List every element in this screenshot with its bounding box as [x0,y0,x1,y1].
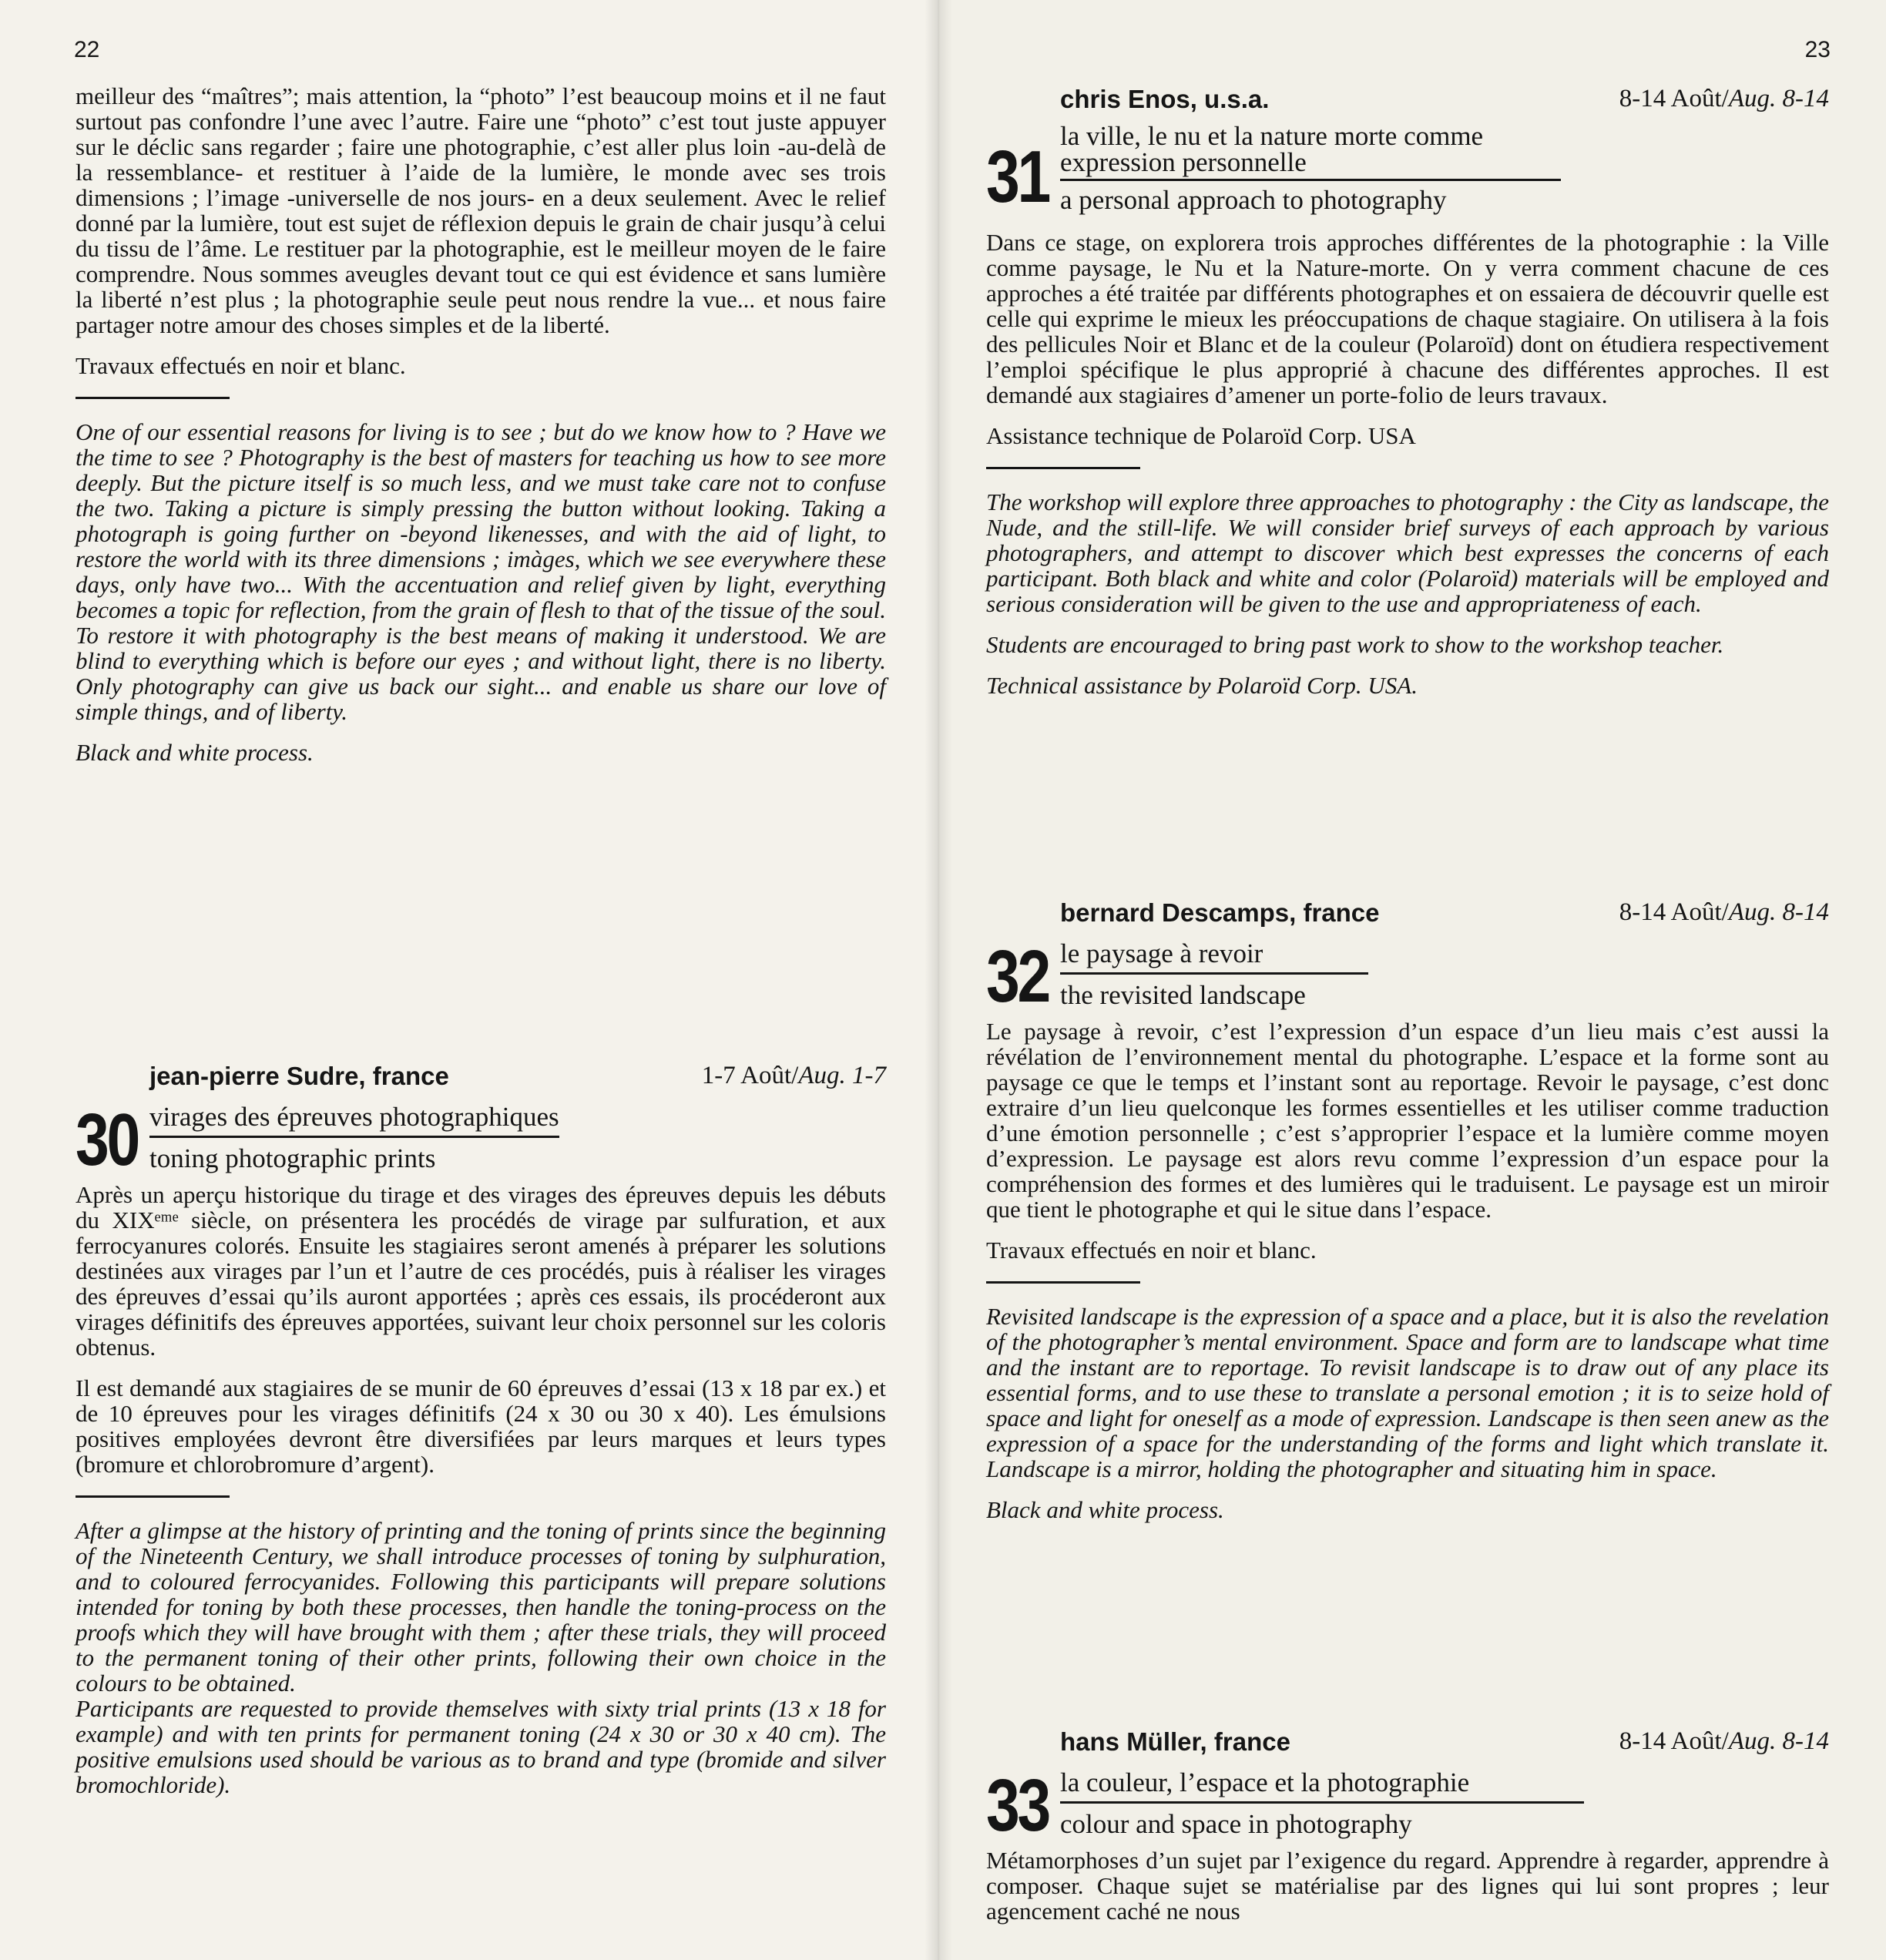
workshop-fr-note: Assistance technique de Polaroïd Corp. USA [986,422,1416,449]
workshop-number: 33 [986,1764,1049,1847]
workshop-title-fr: le paysage à revoir [1060,938,1368,975]
workshop-title-en: toning photographic prints [149,1143,436,1173]
workshop-dates [1619,85,1829,113]
section-divider [986,467,1140,469]
intro-en-paragraph: One of our essential reasons for living is to see ; but do we know how to ? Have we the time to see ? Photography is the best of masters for teaching us how to see more deeply. But the picture itself is so much less, and we must take care not to confuse the two. Taking a picture is simply pressing the button without looking. Taking a photograph is going further on -beyond likenesses, and with the aid of light, to restore the world with its three dimensions ; imàges, which we see everywhere these days, only have two... With the accentuation and relief given by light, everything becomes a topic for reflection, from the grain of flesh to that of the tissue of the soul. To restore it with photography is the best means of making it understood. We are blind to everything which is before our eyes ; and without light, there is no liberty. Only photography can give us back our sight... and enable us share our love of simple things, and of liberty. [76,418,886,725]
workshop-en-note: Technical assistance by Polaroïd Corp. USA. [986,672,1418,699]
workshop-fr-paragraph: Il est demandé aux stagiaires de se munir de 60 épreuves d’essai (13 x 18 par ex.) et de 10 épreuves pour les virages définitifs (24 x 30 ou 30 x 40). Les émulsions positives employées devront être diversifiées par leurs marques et leurs types (bromure et chlorobromure d’argent). [76,1374,886,1478]
workshop-instructor: chris Enos, u.s.a. [1060,85,1270,113]
intro-en-note: Black and white process. [76,739,314,766]
workshop-fr-paragraph: Le paysage à revoir, c’est l’expression d’un espace d’un lieu mais c’est aussi la révélation de l’environnement mental du photographe. L’espace et la forme sont au paysage ce que le temps et l’instant sont au reportage. Revoir le paysage, c’est donc extraire d’un lieu quelconque les formes essentielles et les utiliser comme traduction d’une émotion personnelle ; c’est s’approprier l’espace et la lumière comme moyen d’expression. Le paysage est alors revu comme l’expression d’un espace pour la compréhension des formes et des lumières qui le traduisent. Le paysage est un miroir que tient le photographe et qui le situe dans l’espace. [986,1018,1829,1223]
workshop-30 [76,1062,886,1797]
intro-fr-paragraph: meilleur des “maîtres”; mais attention, la “photo” l’est beaucoup moins et il ne faut surtout pas confondre l’une avec l’autre. Faire une “photo” c’est tout juste appuyer sur le déclic sans regarder ; faire une photographie, c’est aller plus loin -au-delà de la ressemblance- et restituer à l’aide de la lumière, le monde avec ses trois dimensions ; l’image -universelle de nos jours- en a deux seulement. Avec le relief donné par la lumière, tout est sujet de réflexion depuis le grain de chair jusqu’à celui du tissu de l’âme. Le restituer par la photographie, est le meilleur moyen de le faire comprendre. Nous sommes aveugles devant tout ce qui est évidence et sans lumière la liberté n’est plus ; la photographie seule peut nous rendre la vue... et nous faire partager notre amour des choses simples et de la liberté. [76,82,886,338]
dates-fr: 8-14 Août/ [1619,1727,1729,1755]
workshop-fr-paragraph: Dans ce stage, on explorera trois approches différentes de la photographie : la Ville comme paysage, le Nu et la Nature-morte. On y verra comment chacune de ces approches a été traitée par différents photographes et on essaiera de découvrir quelle est celle qui exprime le mieux les préoccupations de chaque stagiaire. On utilisera à la fois des pellicules Noir et Blanc et de la couleur (Polaroïd) dont on étudiera respectivement l’emploi spécifique le plus approprié à chacune des différentes approches. Il est demandé aux stagiaires d’amener un porte-folio de leurs travaux. [986,229,1829,408]
page-number: 22 [74,37,100,62]
dates-fr: 8-14 Août/ [1619,898,1729,926]
workshop-dates [1619,1727,1829,1756]
workshop-instructor: bernard Descamps, france [1060,898,1380,927]
dates-en: Aug. 1-7 [798,1062,886,1089]
dates-en: Aug. 8-14 [1728,898,1829,926]
workshop-32 [986,898,1829,1522]
dates-en: Aug. 8-14 [1728,1727,1829,1755]
workshop-body [76,1182,886,1797]
book-gutter [925,0,952,1960]
workshop-title-en: the revisited landscape [1060,980,1306,1010]
workshop-dates [702,1062,886,1090]
workshop-instructor: jean-pierre Sudre, france [149,1062,449,1090]
workshop-number: 31 [986,136,1049,218]
workshop-en-paragraph: After a glimpse at the history of printing and the toning of prints since the beginning of the Nineteenth Century, we shall introduce processes of toning by sulphuration, and to coloured ferrocyanides. Following this participants will prepare solutions intended for toning by both these processes, then handle the toning-process on the proofs which they will have brought with them ; after these trials, they will proceed to the permanent toning of their other prints, following their own choice in the colours to be obtained. [76,1517,886,1697]
workshop-en-note: Black and white process. [986,1496,1224,1523]
section-divider [76,1495,230,1498]
workshop-title-fr: la ville, le nu et la nature morte comme expression personnelle [1060,123,1561,181]
workshop-33 [986,1727,1829,1924]
workshop-31 [986,85,1829,698]
dates-fr: 8-14 Août/ [1619,85,1729,112]
workshop-en-paragraph: The workshop will explore three approaches to photography : the City as landscape, the Nude, and the still-life. We will consider brief surveys of each approach by various photographers, and attempt to discover which best expresses the concerns of each participant. Both black and white and color (Polaroïd) materials will be employed and serious consideration will be given to the use and appropriateness of each. [986,488,1829,617]
workshop-title-en: colour and space in photography [1060,1809,1412,1839]
section-divider [76,397,230,399]
workshop-body [986,230,1829,698]
left-page [0,0,938,1960]
dates-fr: 1-7 Août/ [701,1062,799,1089]
workshop-instructor: hans Müller, france [1060,1727,1290,1756]
workshop-body [986,1019,1829,1522]
workshop-title-fr: virages des épreuves photographiques [149,1102,559,1138]
intro-text [76,83,886,765]
intro-fr-note: Travaux effectués en noir et blanc. [76,352,406,379]
workshop-fr-note: Travaux effectués en noir et blanc. [986,1237,1317,1264]
workshop-body [986,1848,1829,1924]
workshop-en-paragraph: Students are encouraged to bring past work to show to the workshop teacher. [986,631,1724,658]
workshop-title-fr: la couleur, l’espace et la photographie [1060,1767,1584,1804]
right-page [938,0,1886,1960]
workshop-title-en: a personal approach to photography [1060,185,1447,215]
workshop-dates [1619,898,1829,927]
workshop-header [986,85,1829,251]
workshop-number: 30 [76,1099,139,1181]
workshop-en-paragraph: Revisited landscape is the expression of a space and a place, but it is also the revelation of the photographer’s mental environment. Space and form are to landscape what time and the instant are to reportage. To revisit landscape is to draw out of any place its essential forms, and to use these to translate a personal emotion ; it is to seize hold of space and light for oneself as a mode of expression. Landscape is then seen anew as the expression of a space for the understanding of the forms and light which translate it. Landscape is a mirror, holding the photographer and situating him in space. [986,1303,1829,1482]
workshop-number: 32 [986,935,1049,1018]
workshop-en-paragraph: Participants are requested to provide themselves with sixty trial prints (13 x 18 for example) and with ten prints for permanent toning (24 x 30 or 30 x 40 cm). The positive emulsions used should be various as to brand and type (bromide and silver bromochloride). [76,1695,886,1798]
dates-en: Aug. 8-14 [1728,85,1829,112]
workshop-fr-paragraph: Métamorphoses d’un sujet par l’exigence du regard. Apprendre à regarder, apprendre à composer. Chaque sujet se matérialise par des lignes qui lui sont propres ; leur agencement caché ne nous [986,1847,1829,1925]
workshop-fr-paragraph: Après un aperçu historique du tirage et des virages des épreuves depuis les débuts du XIXᵉᵐᵉ siècle, on présentera les procédés de virage par sulfuration, et aux ferrocyanures colorés. Ensuite les stagiaires seront amenés à préparer les solutions destinées aux virages par l’un et l’autre de ces procédés, puis à réaliser les virages des épreuves d’essai qu’ils auront apportées ; après ces essais, ils procéderont aux virages définitifs des épreuves apportées, suivant leur choix personnel sur les coloris obtenus. [76,1181,886,1361]
page-number: 23 [1804,37,1831,62]
section-divider [986,1281,1140,1284]
